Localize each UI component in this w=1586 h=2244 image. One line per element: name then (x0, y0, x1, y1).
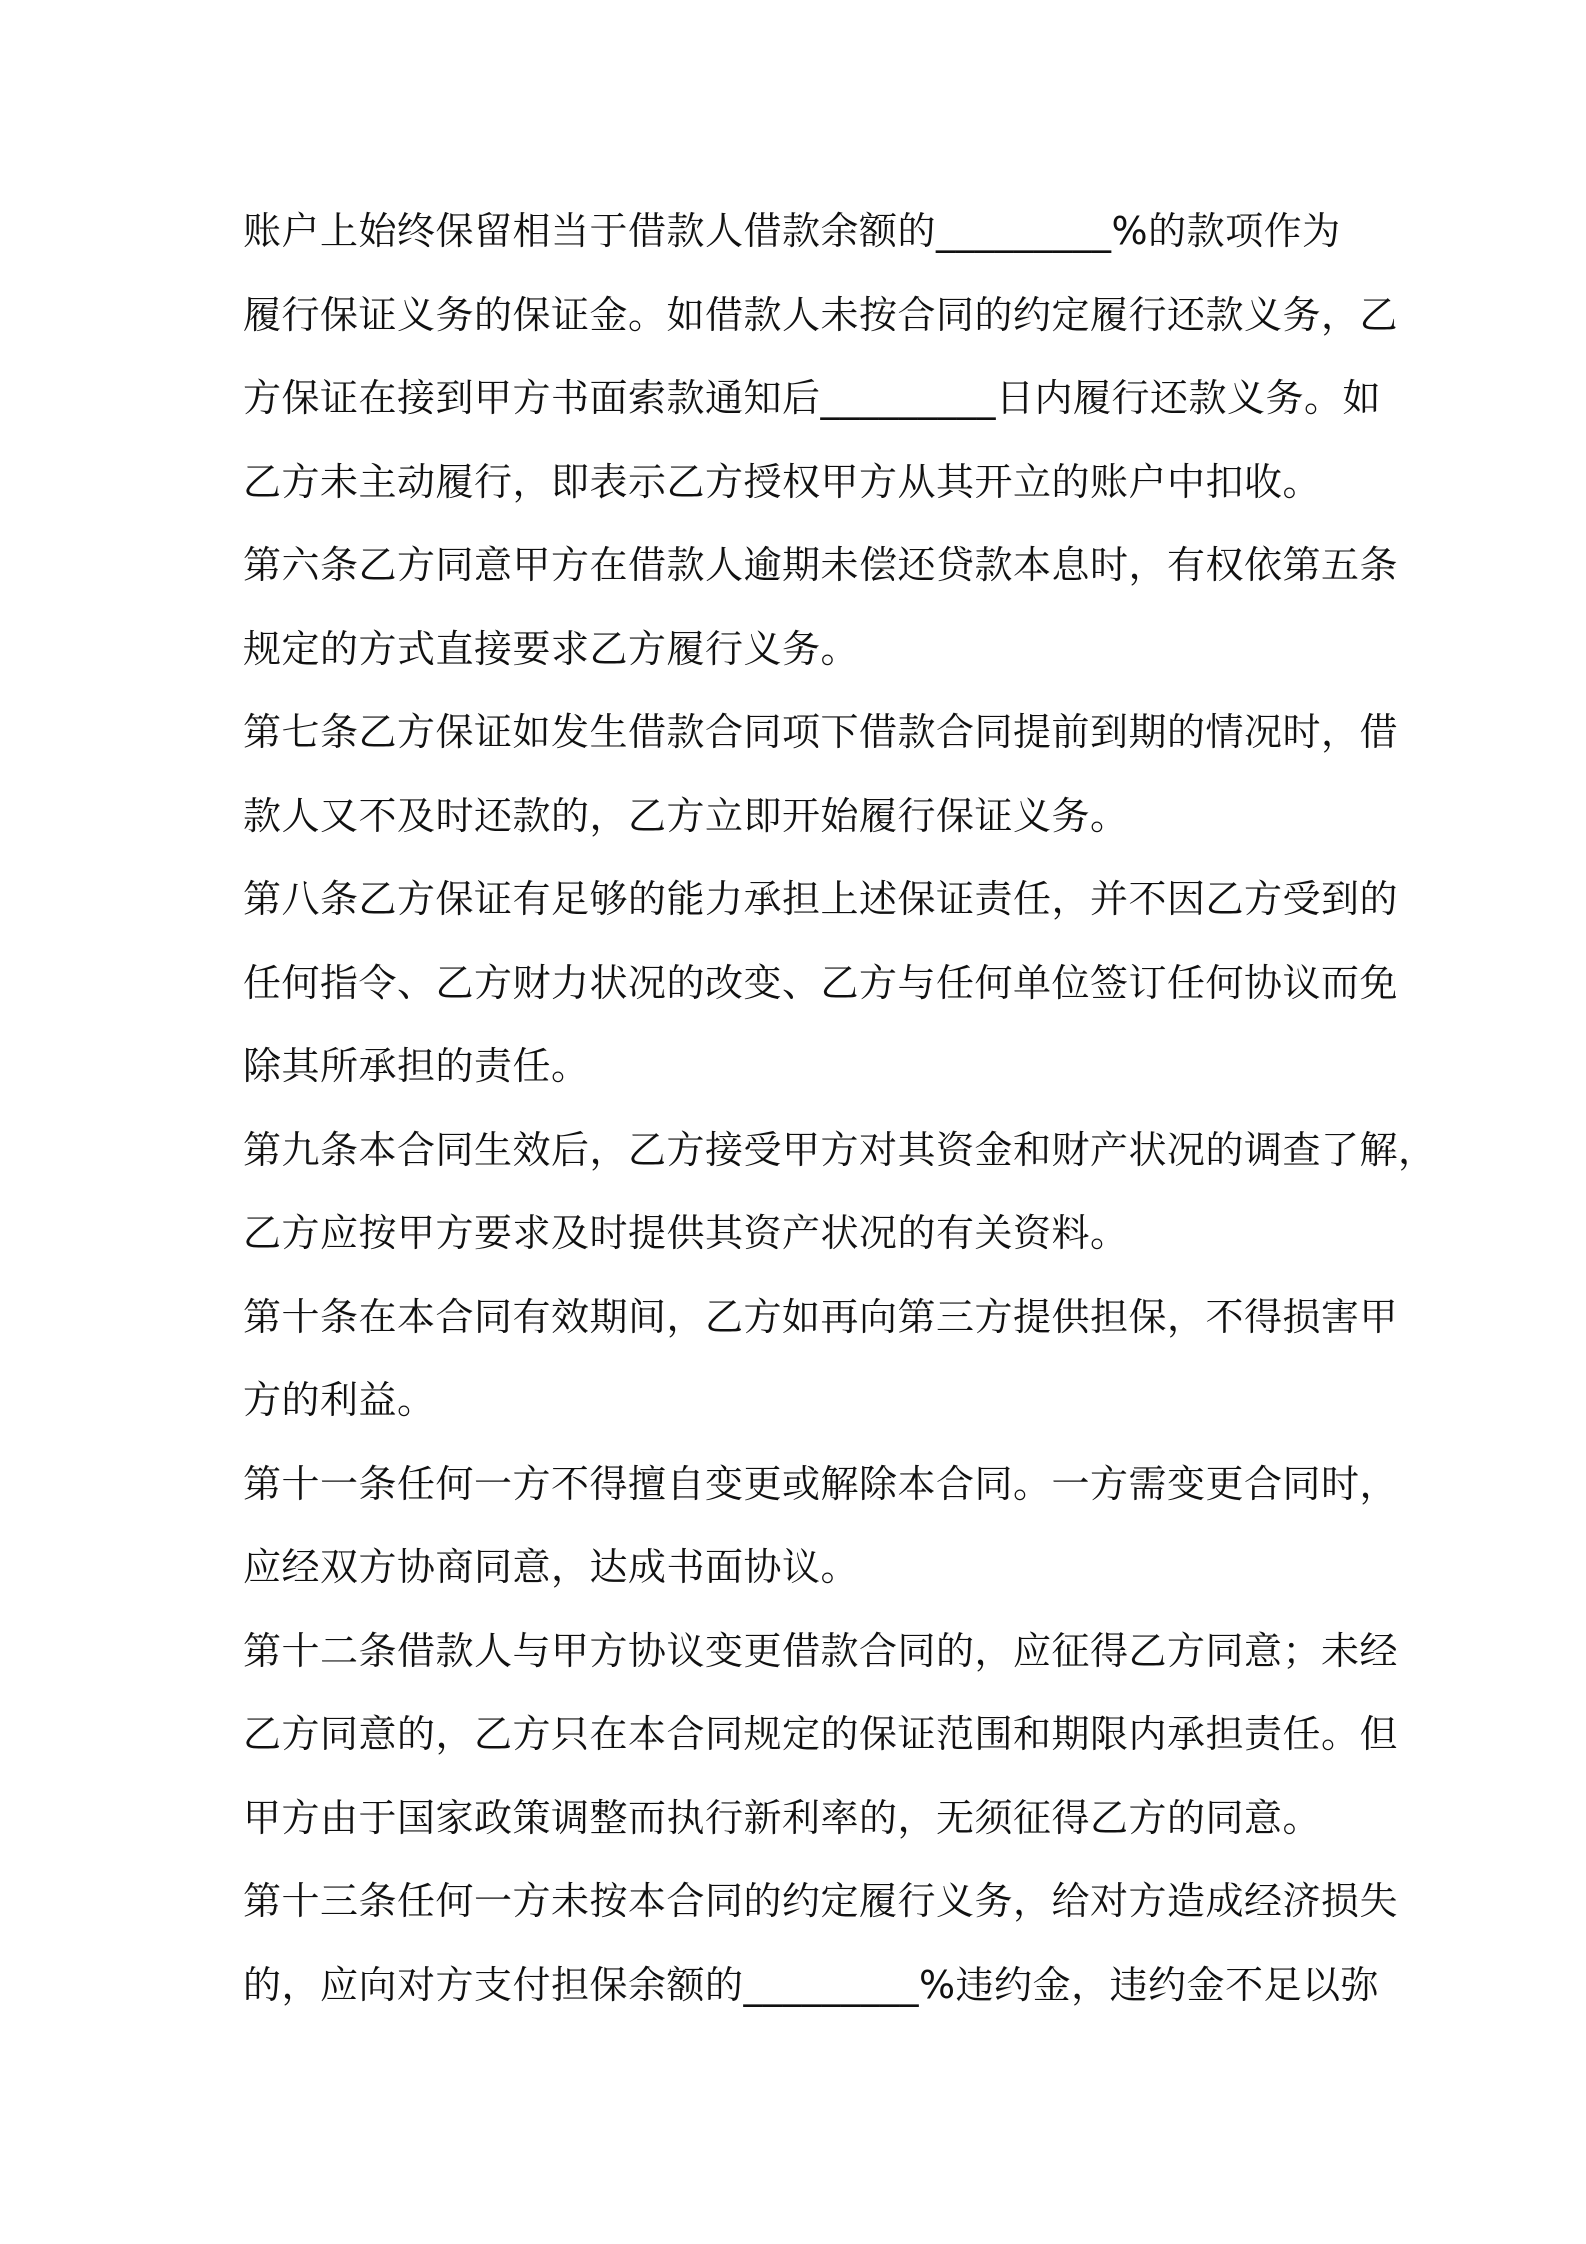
text-line: 方的利益。 (243, 1378, 436, 1422)
text-line: 除其所承担的责任。 (243, 1044, 590, 1088)
text-line: 账户上始终保留相当于借款人借款余额的_________%的款项作为 (243, 209, 1341, 253)
article-8-line: 第八条乙方保证有足够的能力承担上述保证责任，并不因乙方受到的 (243, 877, 1399, 921)
text-line: 乙方应按甲方要求及时提供其资产状况的有关资料。 (243, 1211, 1129, 1255)
contract-body-text (243, 190, 1437, 2027)
article-7-line: 第七条乙方保证如发生借款合同项下借款合同提前到期的情况时，借 (243, 710, 1399, 754)
article-6-line: 第六条乙方同意甲方在借款人逾期未偿还贷款本息时，有权依第五条 (243, 543, 1399, 587)
article-12-line: 第十二条借款人与甲方协议变更借款合同的，应征得乙方同意；未经 (243, 1628, 1399, 1673)
article-13-line: 第十三条任何一方未按本合同的约定履行义务，给对方造成经济损失 (243, 1879, 1399, 1923)
article-11-line: 第十一条任何一方不得擅自变更或解除本合同。一方需变更合同时， (243, 1461, 1399, 1506)
article-9-line: 第九条本合同生效后，乙方接受甲方对其资金和财产状况的调查了解， (243, 1127, 1437, 1172)
article-10-line: 第十条在本合同有效期间，乙方如再向第三方提供担保，不得损害甲 (243, 1294, 1399, 1339)
text-line: 方保证在接到甲方书面索款通知后_________日内履行还款义务。如 (243, 376, 1382, 420)
text-line: 履行保证义务的保证金。如借款人未按合同的约定履行还款义务，乙 (243, 292, 1399, 337)
text-line: 乙方同意的，乙方只在本合同规定的保证范围和期限内承担责任。但 (243, 1712, 1399, 1756)
text-line: 款人又不及时还款的，乙方立即开始履行保证义务。 (243, 793, 1129, 838)
text-line: 的，应向对方支付担保余额的_________%违约金，违约金不足以弥 (243, 1962, 1380, 2007)
text-line: 任何指令、乙方财力状况的改变、乙方与任何单位签订任何协议而免 (243, 960, 1399, 1005)
text-line: 甲方由于国家政策调整而执行新利率的，无须征得乙方的同意。 (243, 1795, 1322, 1840)
text-line: 乙方未主动履行，即表示乙方授权甲方从其开立的账户中扣收。 (243, 459, 1322, 504)
text-line: 规定的方式直接要求乙方履行义务。 (243, 626, 860, 671)
text-line: 应经双方协商同意，达成书面协议。 (243, 1545, 860, 1589)
